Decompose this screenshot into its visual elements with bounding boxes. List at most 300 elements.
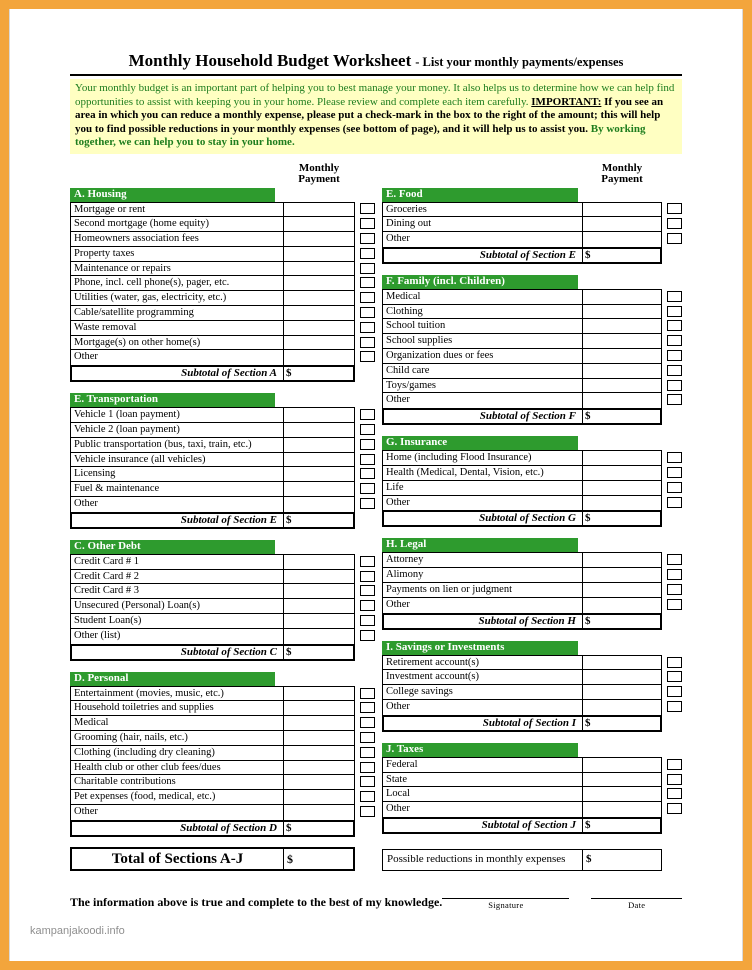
monthly-payment-cell[interactable] xyxy=(283,247,354,261)
footer-row xyxy=(70,887,682,910)
expense-label: Credit Card # 3 xyxy=(74,585,140,597)
expense-label: Medical xyxy=(74,717,109,729)
monthly-payment-cell[interactable] xyxy=(283,599,354,613)
subtotal-amount-cell[interactable]: $ xyxy=(582,819,660,832)
subtotal-row xyxy=(70,365,355,382)
reduction-checkbox[interactable] xyxy=(360,600,375,611)
reduction-checkbox[interactable] xyxy=(667,233,682,244)
expense-label: Payments on lien or judgment xyxy=(386,584,512,596)
reduction-checkbox[interactable] xyxy=(360,776,375,787)
monthly-payment-cell[interactable] xyxy=(283,761,354,775)
monthly-payment-cell[interactable] xyxy=(283,291,354,305)
subtotal-amount-cell[interactable]: $ xyxy=(582,512,660,525)
expense-label: Credit Card # 1 xyxy=(74,555,140,567)
expense-row xyxy=(71,629,354,644)
subtotal-amount-cell[interactable]: $ xyxy=(582,410,660,423)
reduction-checkbox[interactable] xyxy=(360,806,375,817)
important-text: If you see an area in which you can reduce a monthly expense, please put a check-mark in the box to the right of the amount; this will help you to find possible reductions in your monthly expenses (see bottom of page), and it will help us to assist you. xyxy=(75,95,664,135)
monthly-payment-cell[interactable] xyxy=(283,350,354,365)
reduction-checkbox[interactable] xyxy=(360,263,375,274)
monthly-payment-cell[interactable] xyxy=(582,232,661,247)
expense-row xyxy=(71,599,354,614)
subtotal-row xyxy=(382,613,662,630)
reduction-checkbox[interactable] xyxy=(360,791,375,802)
reduction-checkbox[interactable] xyxy=(667,759,682,770)
expense-row xyxy=(71,805,354,820)
reduction-checkbox[interactable] xyxy=(360,439,375,450)
expense-row xyxy=(71,276,354,291)
monthly-payment-cell[interactable] xyxy=(582,203,661,217)
budget-section xyxy=(70,393,375,529)
expense-label: Cable/satellite programming xyxy=(74,307,194,319)
reduction-checkbox[interactable] xyxy=(667,380,682,391)
reduction-checkbox[interactable] xyxy=(667,335,682,346)
expense-label: Student Loan(s) xyxy=(74,615,142,627)
date-label: Date xyxy=(628,899,646,910)
reduction-checkbox[interactable] xyxy=(667,350,682,361)
reduction-checkbox[interactable] xyxy=(360,630,375,641)
expense-label: Grooming (hair, nails, etc.) xyxy=(74,732,188,744)
expense-label: Household toiletries and supplies xyxy=(74,702,214,714)
subtotal-label: Subtotal of Section G xyxy=(479,512,576,525)
reduction-checkbox[interactable] xyxy=(360,732,375,743)
section-title: H. Legal xyxy=(382,538,578,552)
reduction-checkbox[interactable] xyxy=(360,615,375,626)
reduction-checkbox[interactable] xyxy=(667,599,682,610)
monthly-payment-cell[interactable] xyxy=(582,553,661,567)
reduction-checkbox[interactable] xyxy=(360,688,375,699)
monthly-payment-cell[interactable] xyxy=(283,629,354,644)
expense-label: Other xyxy=(74,351,98,363)
section-title: E. Food xyxy=(382,188,578,202)
expense-label: Health club or other club fees/dues xyxy=(74,761,221,773)
checkbox-column xyxy=(355,554,375,645)
expense-label: Waste removal xyxy=(74,321,137,333)
expense-row xyxy=(71,687,354,702)
expense-label: Other xyxy=(386,701,410,713)
expense-row xyxy=(383,364,661,379)
monthly-payment-cell[interactable] xyxy=(283,687,354,701)
total-sections-amount-cell[interactable]: $ xyxy=(283,849,353,869)
expense-row xyxy=(71,232,354,247)
reduction-checkbox[interactable] xyxy=(667,306,682,317)
section-table xyxy=(382,450,662,511)
monthly-payment-cell[interactable] xyxy=(582,334,661,348)
monthly-payment-cell[interactable] xyxy=(582,758,661,772)
reduction-checkbox[interactable] xyxy=(667,701,682,712)
monthly-payment-cell[interactable] xyxy=(582,656,661,670)
possible-reductions-amount-cell[interactable]: $ xyxy=(582,850,661,870)
monthly-payment-cell[interactable] xyxy=(283,555,354,569)
subtotal-row xyxy=(382,408,662,425)
expense-row xyxy=(383,379,661,394)
monthly-payment-cell[interactable] xyxy=(283,203,354,217)
monthly-payment-cell[interactable] xyxy=(582,496,661,511)
page-title xyxy=(70,51,682,76)
section-table xyxy=(382,757,662,818)
monthly-payment-cell[interactable] xyxy=(283,570,354,584)
expense-label: Other (list) xyxy=(74,629,121,641)
date-line[interactable] xyxy=(591,887,682,899)
reduction-checkbox[interactable] xyxy=(667,394,682,405)
subtotal-amount-cell[interactable]: $ xyxy=(283,367,353,380)
reduction-checkbox[interactable] xyxy=(360,747,375,758)
checkbox-column xyxy=(662,289,682,409)
reduction-checkbox[interactable] xyxy=(667,657,682,668)
expense-label: Phone, incl. cell phone(s), pager, etc. xyxy=(74,277,230,289)
expense-row xyxy=(71,291,354,306)
monthly-payment-cell[interactable] xyxy=(582,568,661,582)
reduction-checkbox[interactable] xyxy=(360,409,375,420)
section-table xyxy=(382,202,662,248)
expense-label: Entertainment (movies, music, etc.) xyxy=(74,687,224,699)
expense-label: Public transportation (bus, taxi, train, etc.) xyxy=(74,438,252,450)
subtotal-label: Subtotal of Section A xyxy=(181,367,277,380)
expense-label: Clothing xyxy=(386,305,423,317)
reduction-checkbox[interactable] xyxy=(667,671,682,682)
reduction-checkbox[interactable] xyxy=(667,482,682,493)
expense-label: Unsecured (Personal) Loan(s) xyxy=(74,600,200,612)
checkbox-column xyxy=(355,407,375,513)
expense-label: Toys/games xyxy=(386,379,437,391)
expense-row xyxy=(383,553,661,568)
monthly-payment-cell[interactable] xyxy=(283,306,354,320)
monthly-payment-cell[interactable] xyxy=(283,467,354,481)
reduction-checkbox[interactable] xyxy=(667,291,682,302)
monthly-payment-cell[interactable] xyxy=(582,319,661,333)
reduction-checkbox[interactable] xyxy=(360,322,375,333)
monthly-payment-cell[interactable] xyxy=(582,217,661,231)
expense-label: Other xyxy=(386,394,410,406)
expense-row xyxy=(383,802,661,817)
expense-label: Credit Card # 2 xyxy=(74,570,140,582)
reduction-checkbox[interactable] xyxy=(360,483,375,494)
monthly-payment-cell[interactable] xyxy=(582,466,661,480)
subtotal-amount-cell[interactable]: $ xyxy=(582,717,660,730)
monthly-payment-cell[interactable] xyxy=(283,262,354,276)
monthly-payment-cell[interactable] xyxy=(283,731,354,745)
reduction-checkbox[interactable] xyxy=(667,203,682,214)
monthly-payment-cell[interactable] xyxy=(283,408,354,422)
expense-label: Other xyxy=(74,806,98,817)
signature-block xyxy=(442,887,569,910)
expense-row xyxy=(71,555,354,570)
expense-label: Medical xyxy=(386,290,421,302)
left-sections xyxy=(70,188,375,837)
expense-row xyxy=(383,568,661,583)
monthly-payment-cell[interactable] xyxy=(582,290,661,304)
expense-row xyxy=(383,773,661,788)
total-sections-label: Total of Sections A-J xyxy=(111,850,244,867)
reduction-checkbox[interactable] xyxy=(360,556,375,567)
subtotal-row xyxy=(382,715,662,732)
monthly-payment-cell[interactable] xyxy=(283,775,354,789)
expense-label: Charitable contributions xyxy=(74,776,176,788)
reduction-checkbox[interactable] xyxy=(667,803,682,814)
expense-row xyxy=(71,408,354,423)
subtotal-label: Subtotal of Section D xyxy=(180,821,277,834)
reduction-checkbox[interactable] xyxy=(360,292,375,303)
subtotal-label: Subtotal of Section I xyxy=(482,716,576,729)
budget-section xyxy=(382,641,682,732)
subtotal-amount-cell[interactable]: $ xyxy=(582,615,660,628)
subtotal-label: Subtotal of Section E xyxy=(180,513,277,526)
expense-label: Mortgage or rent xyxy=(74,203,146,215)
expense-row xyxy=(383,217,661,232)
expense-label: Other xyxy=(74,498,98,510)
reduction-checkbox[interactable] xyxy=(667,467,682,478)
expense-row xyxy=(71,467,354,482)
section-title: E. Transportation xyxy=(70,393,275,407)
reduction-checkbox[interactable] xyxy=(360,585,375,596)
expense-row xyxy=(383,319,661,334)
expense-row xyxy=(71,761,354,776)
reduction-checkbox[interactable] xyxy=(667,774,682,785)
reduction-checkbox[interactable] xyxy=(667,497,682,508)
expense-label: Child care xyxy=(386,364,430,376)
expense-label: Licensing xyxy=(74,468,116,480)
expense-row xyxy=(383,203,661,218)
expense-row xyxy=(71,262,354,277)
reduction-checkbox[interactable] xyxy=(360,351,375,362)
monthly-payment-cell[interactable] xyxy=(283,497,354,512)
section-title: F. Family (incl. Children) xyxy=(382,275,578,289)
reduction-checkbox[interactable] xyxy=(360,337,375,348)
important-label: IMPORTANT: xyxy=(531,95,602,108)
right-sections xyxy=(382,188,682,835)
monthly-payment-cell[interactable] xyxy=(283,321,354,335)
monthly-payment-cell[interactable] xyxy=(582,670,661,684)
subtotal-label: Subtotal of Section J xyxy=(481,819,576,832)
expense-row xyxy=(71,570,354,585)
reduction-checkbox[interactable] xyxy=(667,569,682,580)
expense-label: Groceries xyxy=(386,203,427,215)
expense-row xyxy=(383,583,661,598)
expense-label: Other xyxy=(386,598,410,610)
monthly-payment-cell[interactable] xyxy=(283,336,354,350)
monthly-payment-cell[interactable] xyxy=(283,438,354,452)
budget-section xyxy=(382,188,682,264)
reduction-checkbox[interactable] xyxy=(360,702,375,713)
reduction-checkbox[interactable] xyxy=(360,424,375,435)
reduction-checkbox[interactable] xyxy=(360,218,375,229)
subtotal-label: Subtotal of Section E xyxy=(479,248,576,261)
reduction-checkbox[interactable] xyxy=(360,203,375,214)
section-table xyxy=(70,407,355,513)
monthly-payment-cell[interactable] xyxy=(283,701,354,715)
section-table xyxy=(70,202,355,367)
expense-row xyxy=(71,336,354,351)
totals-row xyxy=(70,847,682,871)
subtotal-amount-cell[interactable]: $ xyxy=(283,646,353,659)
truth-statement: The information above is true and complete to the best of my knowledge. xyxy=(70,894,443,909)
subtotal-label: Subtotal of Section C xyxy=(180,645,277,658)
section-table xyxy=(382,552,662,613)
expense-row xyxy=(71,614,354,629)
monthly-payment-cell[interactable] xyxy=(582,583,661,597)
monthly-payment-cell[interactable] xyxy=(283,232,354,246)
reduction-checkbox[interactable] xyxy=(360,454,375,465)
payment-label: Payment xyxy=(298,173,340,185)
monthly-payment-cell[interactable] xyxy=(582,700,661,715)
subtotal-row xyxy=(382,247,662,264)
expense-label: Vehicle 1 (loan payment) xyxy=(74,409,180,421)
expense-label: Home (including Flood Insurance) xyxy=(386,452,532,464)
reduction-checkbox[interactable] xyxy=(360,498,375,509)
expense-label: Second mortgage (home equity) xyxy=(74,218,210,230)
monthly-payment-cell[interactable] xyxy=(283,217,354,231)
monthly-payment-cell[interactable] xyxy=(582,393,661,408)
expense-label: Pet expenses (food, medical, etc.) xyxy=(74,791,216,803)
expense-row xyxy=(383,305,661,320)
reduction-checkbox[interactable] xyxy=(360,571,375,582)
monthly-payment-cell[interactable] xyxy=(582,364,661,378)
monthly-payment-cell[interactable] xyxy=(283,423,354,437)
watermark-text: kampanjakoodi.info xyxy=(30,925,125,937)
checkbox-column xyxy=(662,757,682,818)
reduction-checkbox[interactable] xyxy=(360,307,375,318)
signature-line[interactable] xyxy=(442,887,569,899)
expense-label: Clothing (including dry cleaning) xyxy=(74,746,215,758)
total-sections-box xyxy=(70,847,355,871)
expense-label: Organization dues or fees xyxy=(386,350,494,362)
section-title: G. Insurance xyxy=(382,436,578,450)
monthly-label: Monthly xyxy=(601,161,643,174)
monthly-payment-cell[interactable] xyxy=(283,584,354,598)
subtotal-amount-cell[interactable]: $ xyxy=(283,822,353,835)
subtotal-row xyxy=(70,820,355,837)
expense-label: Maintenance or repairs xyxy=(74,262,171,274)
reduction-checkbox[interactable] xyxy=(360,248,375,259)
reduction-checkbox[interactable] xyxy=(667,218,682,229)
expense-row xyxy=(383,758,661,773)
expense-row xyxy=(71,775,354,790)
expense-label: Retirement account(s) xyxy=(386,656,480,668)
monthly-label: Monthly xyxy=(298,161,340,174)
expense-label: School tuition xyxy=(386,320,446,332)
expense-row xyxy=(71,746,354,761)
reduction-checkbox[interactable] xyxy=(667,584,682,595)
reduction-checkbox[interactable] xyxy=(667,554,682,565)
expense-row xyxy=(383,700,661,715)
intro-paragraph: Your monthly budget is an important part of helping you to best manage your money. It also helps us to determine how we can help find opportunities to assist with keeping you in your home. Please review and complete each item carefully. xyxy=(75,82,675,108)
section-title: A. Housing xyxy=(70,188,275,202)
expense-row xyxy=(71,438,354,453)
reduction-checkbox[interactable] xyxy=(667,365,682,376)
monthly-payment-cell[interactable] xyxy=(582,305,661,319)
signature-label: Signature xyxy=(488,899,524,910)
important-closing: By working together, we can help you to stay in your home. xyxy=(75,122,646,148)
monthly-payment-cell[interactable] xyxy=(582,598,661,613)
expense-row xyxy=(383,451,661,466)
monthly-payment-cell[interactable] xyxy=(283,790,354,804)
expense-row xyxy=(71,306,354,321)
monthly-payment-cell[interactable] xyxy=(582,451,661,465)
monthly-payment-cell[interactable] xyxy=(582,349,661,363)
monthly-payment-cell[interactable] xyxy=(582,802,661,817)
monthly-payment-cell[interactable] xyxy=(582,379,661,393)
monthly-payment-cell[interactable] xyxy=(582,787,661,801)
expense-row xyxy=(383,466,661,481)
expense-row xyxy=(383,598,661,613)
expense-row xyxy=(71,321,354,336)
worksheet-title: Monthly Household Budget Worksheet xyxy=(128,51,412,70)
budget-section xyxy=(70,540,375,661)
reduction-checkbox[interactable] xyxy=(667,686,682,697)
expense-label: Federal xyxy=(386,758,418,770)
reduction-checkbox[interactable] xyxy=(360,468,375,479)
expense-row xyxy=(71,701,354,716)
reduction-checkbox[interactable] xyxy=(360,717,375,728)
monthly-payment-cell[interactable] xyxy=(582,481,661,495)
expense-row xyxy=(383,393,661,408)
expense-label: Utilities (water, gas, electricity, etc.) xyxy=(74,292,227,304)
subtotal-row xyxy=(70,512,355,529)
expense-row xyxy=(71,350,354,365)
expense-row xyxy=(383,787,661,802)
checkbox-column xyxy=(355,686,375,821)
reduction-checkbox[interactable] xyxy=(667,320,682,331)
monthly-payment-cell[interactable] xyxy=(283,716,354,730)
checkbox-column xyxy=(662,202,682,248)
subtotal-amount-cell[interactable]: $ xyxy=(283,514,353,527)
reduction-checkbox[interactable] xyxy=(667,788,682,799)
expense-row xyxy=(383,496,661,511)
checkbox-column xyxy=(662,655,682,716)
expense-label: Other xyxy=(386,496,410,508)
expense-label: Vehicle insurance (all vehicles) xyxy=(74,453,206,465)
expense-row xyxy=(71,203,354,218)
monthly-payment-header-left xyxy=(70,163,375,186)
right-column xyxy=(382,161,682,837)
expense-label: Life xyxy=(386,481,404,493)
expense-row xyxy=(383,349,661,364)
monthly-payment-header-right xyxy=(382,163,682,186)
monthly-payment-cell[interactable] xyxy=(283,482,354,496)
monthly-payment-cell[interactable] xyxy=(283,453,354,467)
expense-label: State xyxy=(386,773,407,785)
reduction-checkbox[interactable] xyxy=(360,233,375,244)
checkbox-column xyxy=(662,552,682,613)
section-table xyxy=(70,686,355,821)
subtotal-amount-cell[interactable]: $ xyxy=(582,249,660,262)
monthly-payment-cell[interactable] xyxy=(283,746,354,760)
expense-row xyxy=(383,656,661,671)
reduction-checkbox[interactable] xyxy=(667,452,682,463)
expense-row xyxy=(71,453,354,468)
section-title: D. Personal xyxy=(70,672,275,686)
monthly-payment-cell[interactable] xyxy=(582,773,661,787)
monthly-payment-cell[interactable] xyxy=(283,805,354,820)
subtotal-row xyxy=(70,644,355,661)
expense-label: Property taxes xyxy=(74,247,135,259)
expense-label: Alimony xyxy=(386,569,424,581)
monthly-payment-cell[interactable] xyxy=(582,685,661,699)
payment-label: Payment xyxy=(601,173,643,185)
expense-label: Homeowners association fees xyxy=(74,233,199,245)
expense-row xyxy=(71,423,354,438)
expense-row xyxy=(71,790,354,805)
expense-label: Fuel & maintenance xyxy=(74,483,160,495)
monthly-payment-cell[interactable] xyxy=(283,614,354,628)
worksheet-subtitle: - List your monthly payments/expenses xyxy=(415,55,624,69)
possible-reductions-box xyxy=(382,849,662,871)
expense-label: Health (Medical, Dental, Vision, etc.) xyxy=(386,467,544,479)
reduction-checkbox[interactable] xyxy=(360,277,375,288)
budget-section xyxy=(70,672,375,837)
reduction-checkbox[interactable] xyxy=(360,762,375,773)
monthly-payment-cell[interactable] xyxy=(283,276,354,290)
